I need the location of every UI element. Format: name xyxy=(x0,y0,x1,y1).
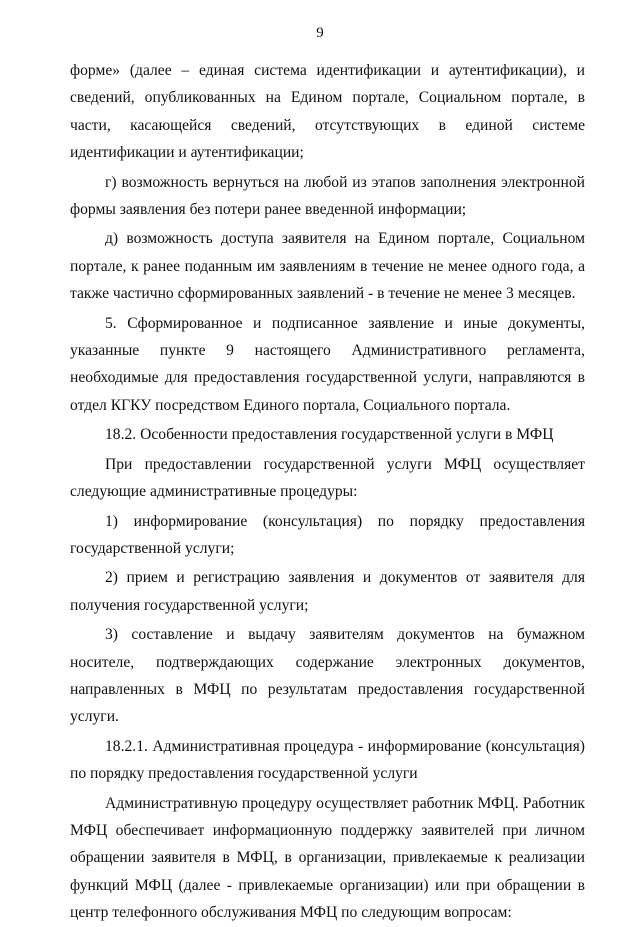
section-heading-18-2: 18.2. Особенности предоставления государственной услуги в МФЦ xyxy=(105,426,554,444)
paragraph-item-d: д) возможность доступа заявителя на Едином портале, Социальном портале, к ранее поданным им заявлениям в течение не менее одного года, а также частично сформированных заявлений - в течение не менее 3 месяцев. xyxy=(70,230,585,303)
section-heading-18-2-1: 18.2.1. Административная процедура - информирование (консультация) по порядку предоставления государственной услуги xyxy=(70,737,585,783)
paragraph-point-5: 5. Сформированное и подписанное заявление и иные документы, указанные пункте 9 настоящего Административного регламента, необходимые для предоставления государственной услуги, направляются в отдел КГКУ посредством Единого портала, Социального портала. xyxy=(70,314,585,414)
list-item-1: 1) информирование (консультация) по порядку предоставления государственной услуги; xyxy=(70,512,585,557)
document-body xyxy=(70,57,585,927)
page-number: 9 xyxy=(316,25,324,41)
list-item-3: 3) составление и выдачу заявителям документов на бумажном носителе, подтверждающих содержание электронных документов, направленных в МФЦ по результатам предоставления государственной услуги. xyxy=(70,626,585,726)
paragraph-continuation: форме» (далее – единая система идентификации и аутентификации), и сведений, опубликованных на Едином портале, Социальном портале, в части, касающейся сведений, отсутствующих в единой системе идентификации и аутентификации; xyxy=(70,62,585,162)
list-item-2: 2) прием и регистрацию заявления и документов от заявителя для получения государственной услуги; xyxy=(70,569,585,614)
paragraph-mfc-worker: Административную процедуру осуществляет работник МФЦ. Работник МФЦ обеспечивает информационную поддержку заявителей при личном обращении заявителя в МФЦ, в организации, привлекаемые к реализации функций МФЦ (далее - привлекаемые организации) или при обращении в центр телефонного обслуживания МФЦ по следующим вопросам: xyxy=(70,794,585,922)
paragraph-item-g: г) возможность вернуться на любой из этапов заполнения электронной формы заявления без потери ранее введенной информации; xyxy=(70,173,585,219)
paragraph-procedures-intro: При предоставлении государственной услуги МФЦ осуществляет следующие административные процедуры: xyxy=(70,455,585,501)
